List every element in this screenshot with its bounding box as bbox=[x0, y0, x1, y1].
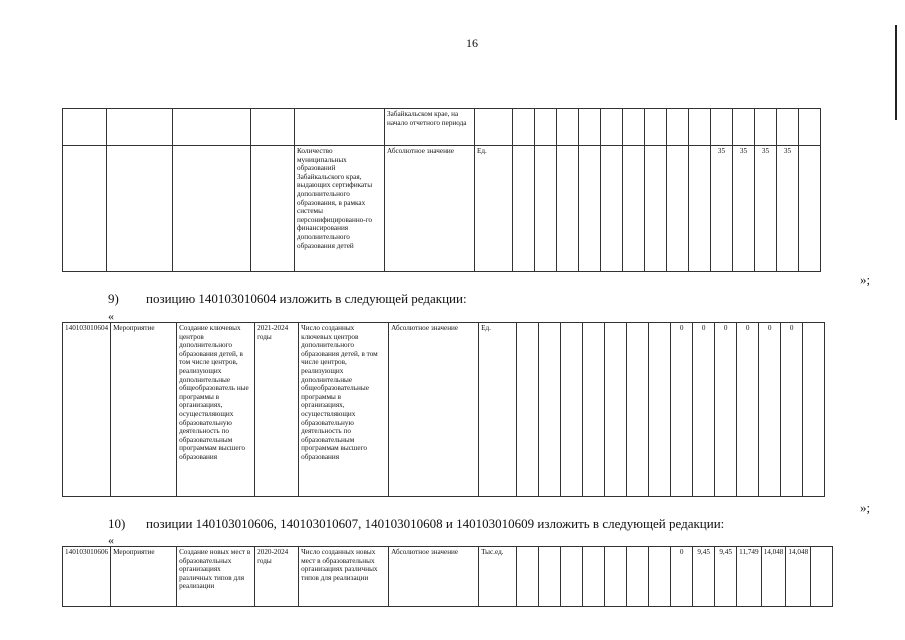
value-cell: 11,749 bbox=[737, 547, 762, 607]
table-cell: Забайкальском крае, на начало отчетного периода bbox=[385, 109, 475, 146]
indicator-cell: Число созданных ключевых центров дополнительного образования детей, в том числе центров, реализующих дополнительные общеобразовательные программы в организациях, осуществляющих образовательную деятельность по образовательным программам высшего образования bbox=[299, 323, 389, 497]
measure-type-cell: Абсолютное значение bbox=[385, 146, 475, 272]
value-cell: 0 bbox=[715, 323, 737, 497]
measure-type-cell: Абсолютное значение bbox=[389, 323, 479, 497]
instruction-text: позицию 140103010604 изложить в следующей редакции: bbox=[146, 291, 467, 306]
position-140103010606-table bbox=[62, 546, 833, 607]
type-cell: Мероприятие bbox=[111, 547, 177, 607]
opening-quote: « bbox=[108, 533, 114, 547]
value-cell: 9,45 bbox=[715, 547, 737, 607]
indicator-cell: Число созданных новых мест в образовательных организациях различных типов для реализации bbox=[299, 547, 389, 607]
instruction-9 bbox=[108, 291, 467, 307]
period-cell: 2021-2024 годы bbox=[255, 323, 299, 497]
indicator-cell: Количество муниципальных образований Забайкальского края, выдающих сертификаты дополнительного образования, в рамках системы персонифицированно-го финансирования дополнительного образования детей bbox=[295, 146, 385, 272]
opening-quote: « bbox=[108, 309, 114, 323]
value-cell: 0 bbox=[693, 323, 715, 497]
table-row bbox=[63, 323, 825, 497]
type-cell: Мероприятие bbox=[111, 323, 177, 497]
instruction-number: 10) bbox=[108, 516, 126, 531]
indicators-table-top bbox=[62, 108, 821, 272]
unit-cell: Ед. bbox=[475, 146, 513, 272]
page-number: 16 bbox=[466, 36, 478, 50]
value-cell: 35 bbox=[711, 146, 733, 272]
value-cell: 0 bbox=[759, 323, 781, 497]
name-cell: Создание ключевых центров дополнительного образования детей, в том числе центров, реализующих дополнительные общеобразователь ные программы в организациях, осуществляющих образовательную деятельность по образовательным программам высшего образования bbox=[177, 323, 255, 497]
name-cell: Создание новых мест в образовательных организациях различных типов для реализации bbox=[177, 547, 255, 607]
unit-cell: Ед. bbox=[479, 323, 517, 497]
closing-quote: »; bbox=[860, 272, 871, 287]
value-cell: 0 bbox=[671, 547, 693, 607]
value-cell: 35 bbox=[777, 146, 799, 272]
instruction-10 bbox=[108, 516, 724, 532]
value-cell: 14,048 bbox=[761, 547, 786, 607]
unit-cell: Тыс.ед. bbox=[479, 547, 517, 607]
table-row bbox=[63, 547, 833, 607]
instruction-text: позиции 140103010606, 140103010607, 140103010608 и 140103010609 изложить в следующей редакции: bbox=[146, 516, 725, 531]
period-cell: 2020-2024 годы bbox=[255, 547, 299, 607]
value-cell: 0 bbox=[671, 323, 693, 497]
value-cell: 35 bbox=[733, 146, 755, 272]
code-cell: 140103010606 bbox=[63, 547, 111, 607]
table-row bbox=[63, 146, 821, 272]
value-cell: 0 bbox=[737, 323, 759, 497]
instruction-number: 9) bbox=[108, 291, 119, 306]
code-cell: 140103010604 bbox=[63, 323, 111, 497]
value-cell: 0 bbox=[781, 323, 803, 497]
position-140103010604-table bbox=[62, 322, 825, 497]
scan-edge-line bbox=[895, 25, 897, 120]
value-cell: 9,45 bbox=[693, 547, 715, 607]
closing-quote: »; bbox=[860, 500, 871, 515]
value-cell: 35 bbox=[755, 146, 777, 272]
value-cell: 14,048 bbox=[786, 547, 811, 607]
table-row bbox=[63, 109, 821, 146]
measure-type-cell: Абсолютное значение bbox=[389, 547, 479, 607]
